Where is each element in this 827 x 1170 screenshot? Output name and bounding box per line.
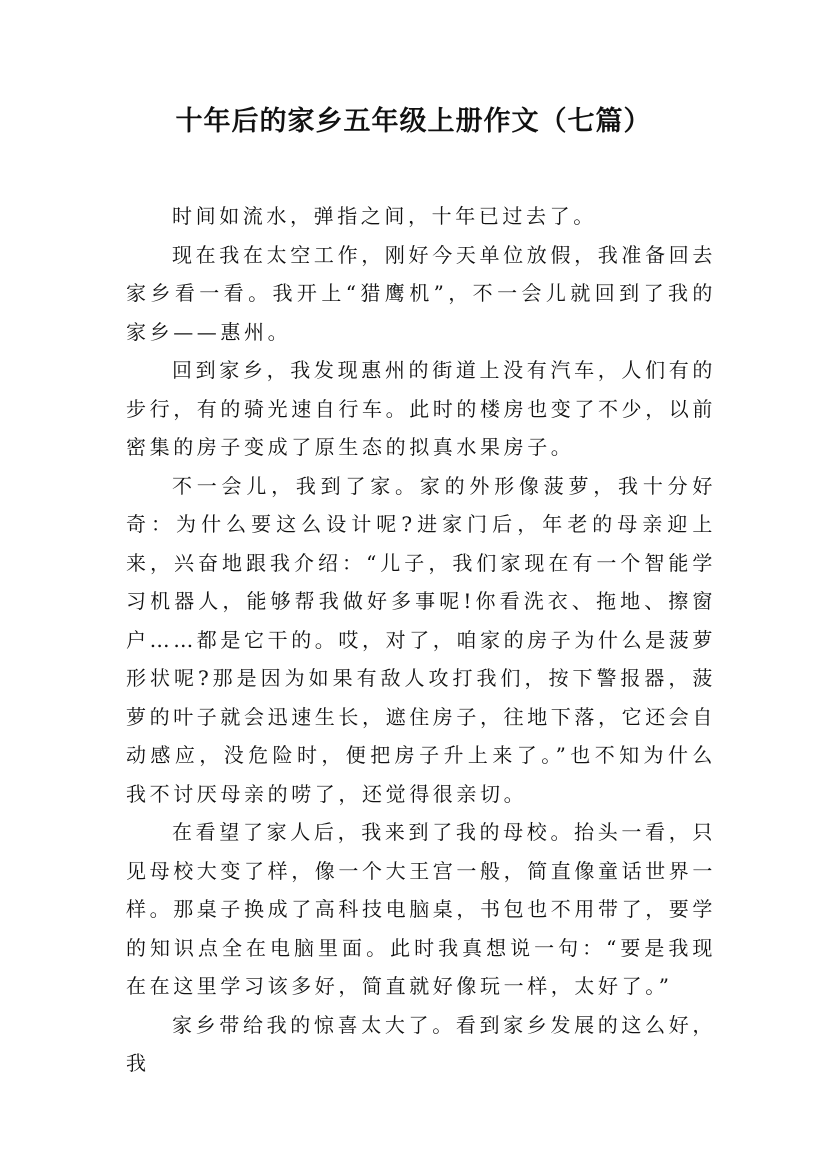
document-title: 十年后的家乡五年级上册作文（七篇） (175, 106, 652, 137)
paragraph-6: 家乡带给我的惊喜太大了。看到家乡发展的这么好，我 (126, 1012, 716, 1075)
paragraph-5: 在看望了家人后，我来到了我的母校。抬头一看，只见母校大变了样，像一个大王宫一般，简直像童话世界一样。那桌子换成了高科技电脑桌，书包也不用带了，要学的知识点全在电脑里面。此时我真想说一句：“要是我现在在这里学习该多好，简直就好像玩一样，太好了。” (126, 820, 716, 998)
paragraph-2: 现在我在太空工作，刚好今天单位放假，我准备回去家乡看一看。我开上“猎鹰机”，不一会儿就回到了我的家乡——惠州。 (126, 242, 716, 344)
paragraph-4: 不一会儿，我到了家。家的外形像菠萝，我十分好奇：为什么要这么设计呢?进家门后，年老的母亲迎上来，兴奋地跟我介绍：“儿子，我们家现在有一个智能学习机器人，能够帮我做好多事呢!你看洗衣、拖地、擦窗户……都是它干的。哎，对了，咱家的房子为什么是菠萝形状呢?那是因为如果有敌人攻打我们，按下警报器，菠萝的叶子就会迅速生长，遮住房子，往地下落，它还会自动感应，没危险时，便把房子升上来了。”也不知为什么我不讨厌母亲的唠了，还觉得很亲切。 (126, 473, 716, 806)
paragraph-1: 时间如流水，弹指之间，十年已过去了。 (172, 204, 597, 228)
document-body (126, 197, 716, 1083)
paragraph-3: 回到家乡，我发现惠州的街道上没有汽车，人们有的步行，有的骑光速自行车。此时的楼房也变了不少，以前密集的房子变成了原生态的拟真水果房子。 (126, 358, 716, 459)
